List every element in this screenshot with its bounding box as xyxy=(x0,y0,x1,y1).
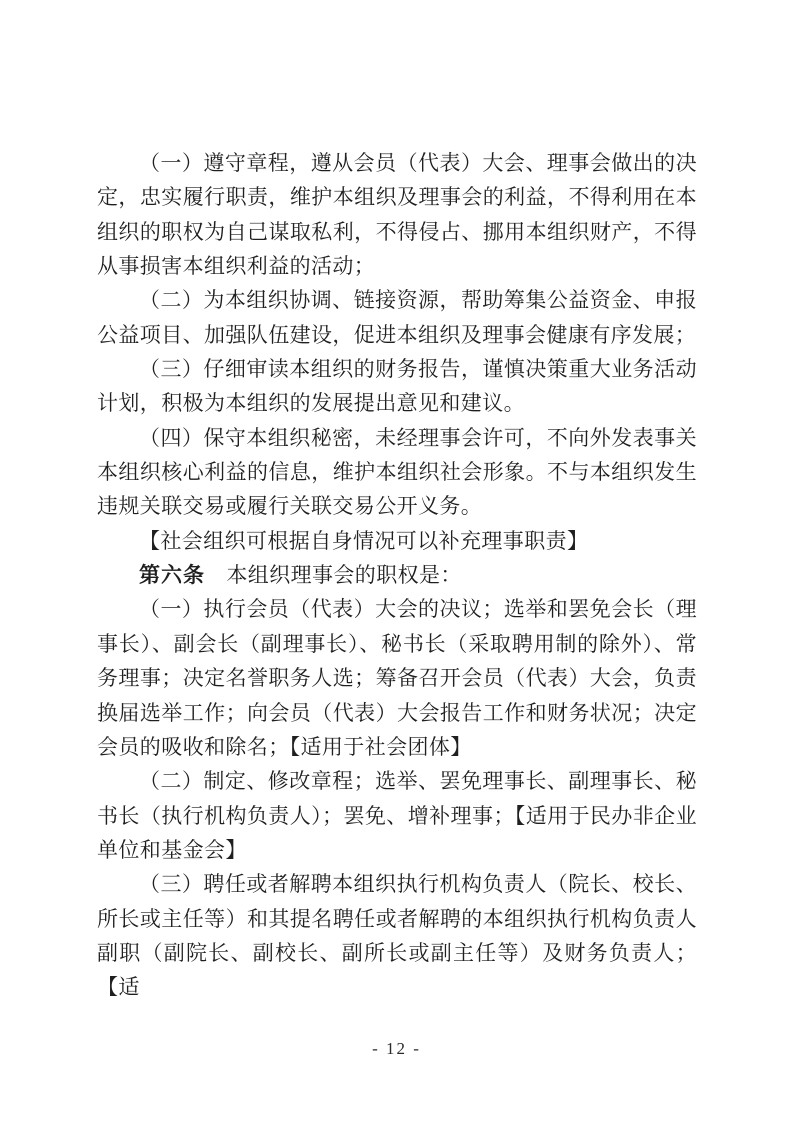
bracket-note-supplement: 【社会组织可根据自身情况可以补充理事职责】 xyxy=(139,528,589,553)
clause-1-duty: （一）遵守章程，遵从会员（代表）大会、理事会做出的决定，忠实履行职责，维护本组织及理事会的利益，不得利用在本组织的职权为自己谋取私利，不得侵占、挪用本组织财产，不得从事损害本组织利益的活动； xyxy=(97,151,697,279)
footer-page-number: - 12 - xyxy=(372,1039,421,1058)
power-1-clause: （一）执行会员（代表）大会的决议；选举和罢免会长（理事长）、副会长（副理事长）、秘书长（采取聘用制的除外）、常务理事；决定名誉职务人选；筹备召开会员（代表）大会，负责换届选举工作；向会员（代表）大会报告工作和财务状况；决定会员的吸收和除名；【适用于社会团体】 xyxy=(97,597,697,759)
article-6-heading-text: 本组织理事会的职权是： xyxy=(205,563,462,588)
clause-4-duty: （四）保守本组织秘密，未经理事会许可，不向外发表事关本组织核心利益的信息，维护本组织社会形象。不与本组织发生违规关联交易或履行关联交易公开义务。 xyxy=(97,425,697,519)
article-6-number: 第六条 xyxy=(139,563,205,588)
clause-3-duty: （三）仔细审读本组织的财务报告，谨慎决策重大业务活动计划，积极为本组织的发展提出意见和建议。 xyxy=(97,357,697,416)
power-3-clause: （三）聘任或者解聘本组织执行机构负责人（院长、校长、所长或主任等）和其提名聘任或者解聘的本组织执行机构负责人副职（副院长、副校长、副所长或副主任等）及财务负责人；【适 xyxy=(97,872,697,1000)
clause-2-duty: （二）为本组织协调、链接资源，帮助筹集公益资金、申报公益项目、加强队伍建设，促进本组织及理事会健康有序发展； xyxy=(97,288,697,347)
power-2-clause: （二）制定、修改章程；选举、罢免理事长、副理事长、秘书长（执行机构负责人）；罢免、增补理事；【适用于民办非企业单位和基金会】 xyxy=(97,769,697,862)
article-6-heading xyxy=(97,558,697,592)
document-body xyxy=(97,146,697,1005)
